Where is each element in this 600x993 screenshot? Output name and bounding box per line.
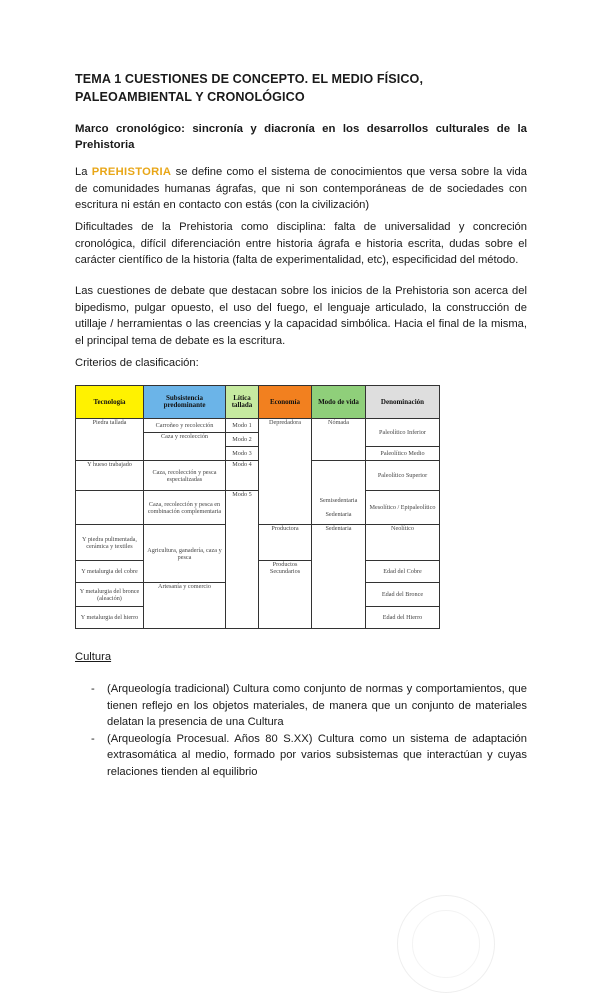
cell-den-cobre: Edad del Cobre [366,561,440,583]
cell-tec-piedra-tallada: Piedra tallada [76,419,144,461]
bullet-dash: - [91,683,95,695]
bullet-dash: - [91,732,95,745]
cell-tec-piedra-pulimentada: Y piedra pulimentada, cerámica y textiles [76,525,144,561]
cultura-bullet-list [75,681,527,780]
paragraph-difficulties: Dificultades de la Prehistoria como disciplina: falta de universalidad y concreción cronológica, difícil diferenciación entre historia ágrafa e historia escrita, dudas sobre el carácter científico de la historia (falta de experimentalidad, etc), especificidad del método. [75,221,527,266]
mod-semisedentaria-text: Semisedentaria [319,496,358,504]
header-subsistencia: Subsistencia predominante [144,386,226,419]
cell-tec-cobre: Y metalurgia del cobre [76,561,144,583]
header-litica: Lítica tallada [226,386,259,419]
cell-mod-semisedentaria [312,491,366,525]
cell-mod-sedentaria: Sedentaria [312,525,366,629]
cell-den-bronce: Edad del Bronce [366,583,440,607]
paragraph-classification-label: Criterios de clasificación: [75,357,199,369]
cell-lit-modo4: Modo 4 [226,461,259,491]
cell-eco-secundarios: Productos Secundarios [259,561,312,629]
cell-tec-bronce: Y metalurgia del bronce (aleación) [76,583,144,607]
cell-lit-modo3: Modo 3 [226,447,259,461]
classification-table [75,385,439,631]
header-modo-vida: Modo de vida [312,386,366,419]
cell-mod-nomada: Nómada [312,419,366,461]
cell-eco-depredadora: Depredadora [259,419,312,525]
highlight-prehistoria: PREHISTORIA [91,166,172,178]
header-tecnologia: Tecnología [76,386,144,419]
cell-den-paleolitico-superior: Paleolítico Superior [366,461,440,491]
paragraph-debate: Las cuestiones de debate que destacan sobre los inicios de la Prehistoria son acerca del bipedismo, pulgar opuesto, el uso del fuego, el lenguaje articulado, la construcción de utillaje / herramientas o las creencias y la capacidad simbólica. Hacia el final de la misma, el principal tema de debate es la escritura. [75,285,527,347]
cell-sub-caza-recoleccion: Caza y recolección [144,433,226,461]
cell-den-paleolitico-inferior: Paleolítico Inferior [366,419,440,447]
header-economia: Economía [259,386,312,419]
document-title: TEMA 1 CUESTIONES DE CONCEPTO. EL MEDIO FÍSICO, PALEOAMBIENTAL Y CRONOLÓGICO [75,72,424,104]
cell-sub-agricultura: Agricultura, ganadería, caza y pesca [144,525,226,583]
cell-tec-hierro: Y metalurgia del hierro [76,607,144,629]
cell-sub-carroneo: Carroñeo y recolección [144,419,226,433]
bullet-text: (Arqueología tradicional) Cultura como conjunto de normas y comportamientos, que tienen reflejo en los objetos materiales, de manera que un conjunto de materiales delatan la presencia de una Cultura [107,683,527,728]
section-heading-cultura: Cultura [75,651,112,663]
cell-lit-modo1: Modo 1 [226,419,259,433]
cell-den-neolitico: Neolítico [366,525,440,561]
cell-sub-caza-especializada: Caza, recolección y pesca especializadas [144,461,226,491]
cell-den-hierro: Edad del Hierro [366,607,440,629]
list-item [75,731,527,781]
cell-lit-modo5: Modo 5 [226,491,259,629]
mod-sedentaria-text: Sedentaria [325,510,352,518]
cell-eco-productora: Productora [259,525,312,561]
list-item [75,681,527,731]
p1-after: se define como el sistema de conocimientos que versa sobre la vida de comunidades humanas ágrafas, que ni son contemporáneas de de sociedades con escritura ni están en contacto con estás (con la civilización) [75,166,527,211]
cell-sub-artesania: Artesanía y comercio [144,583,226,629]
cell-sub-caza-complementaria: Caza, recolección y pesca en combinación complementaria [144,491,226,525]
bullet-text: (Arqueología Procesual. Años 80 S.XX) Cultura como un sistema de adaptación extrasomática al medio, formado por varios subsistemas que interactúan y cuyas relaciones tienden al equilibrio [107,732,527,778]
cell-tec-hueso: Y hueso trabajado [76,461,144,491]
watermark-seal [397,895,495,993]
p1-before: La [75,166,92,178]
cell-lit-modo2: Modo 2 [226,433,259,447]
section-subtitle: Marco cronológico: sincronía y diacronía en los desarrollos culturales de la Prehistoria [75,123,527,151]
cell-tec-empty [76,491,144,525]
header-denominacion: Denominación [366,386,440,419]
paragraph-prehistoria-definition [75,164,527,214]
cell-den-mesolitico: Mesolítico / Epipaleolítico [366,491,440,525]
cell-den-paleolitico-medio: Paleolítico Medio [366,447,440,461]
cell-mod-nomada-cont [312,461,366,491]
